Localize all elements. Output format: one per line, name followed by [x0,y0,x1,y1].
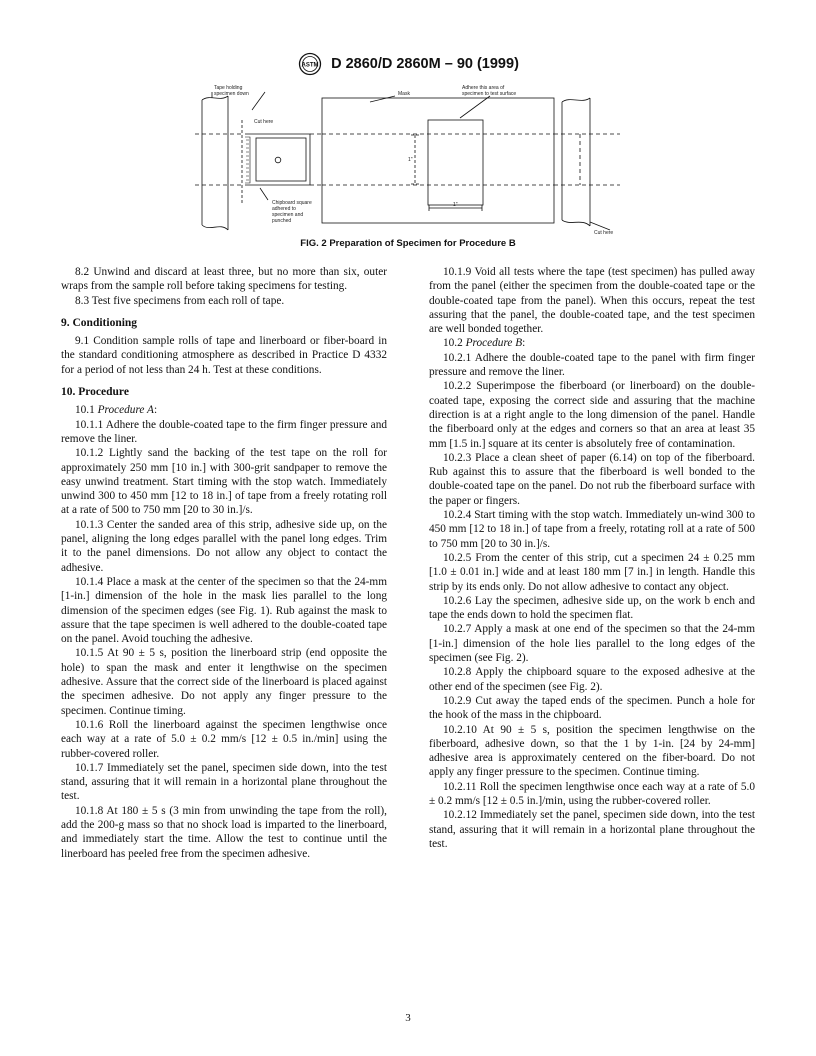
svg-text:ASTM: ASTM [301,62,319,69]
paragraph-10-2-1: 10.2.1 Adhere the double-coated tape to the panel with firm finger pressure and remove the liner. [429,351,755,379]
specimen-preparation-drawing [190,80,630,240]
label-mask: Mask [398,91,410,97]
paragraph-10-1-9: 10.1.9 Void all tests where the tape (test specimen) has pulled away from the panel (either the specimen from the double-coated tape or the double-coated tape from the panel). When this occurs, repeat the test assuring that the panel, the double-coated tape, and the test specimen are well bonded together. [429,266,755,336]
paragraph-10-2-2: 10.2.2 Superimpose the fiberboard (or linerboard) on the double-coated tape, exposing the correct side and assuring that the machine direction is at a right angle to the long dimension of the panel. Handle the fiberboard only at the edges and corners so that an area at least 35 mm [1.5 in.] square at its center is absolutely free of contamination. [429,380,755,450]
label-chipboard-1: Chipboard square [272,200,312,206]
label-adhere-1: Adhere this area of [462,85,505,91]
label-one-inch-horizontal: 1" [453,202,458,208]
label-chipboard-2: adhered to [272,206,296,212]
paragraph-10-1-2: 10.1.2 Lightly sand the backing of the test tape on the roll for approximately 250 mm [10 in.] with 300-grit sandpaper to remove the easy unwind treatment. Start timing with the stop watch. Immediately unwind 300 to 450 mm [12 to 18 in.] of tape from a freely rotating roll at a rate of 500 to 750 mm [20 to 30 in.]/s. [61,447,387,517]
paragraph-10-2-11: 10.2.11 Roll the specimen lengthwise once each way at a rate of 5.0 ± 0.2 mm/s [12 ± 0.5 in.]/min, using the rubber-covered roller. [429,780,755,807]
page-number: 3 [405,1012,411,1024]
label-adhere-2: specimen to test surface [462,91,517,97]
paragraph-10-1-5: 10.1.5 At 90 ± 5 s, position the linerboard strip (end opposite the hole) to span the mask and enter it lengthwise on the specimen adhesive. Assure that the correct side of the linerboard is placed against the specimen adhesive. Do not apply any finger pressure to the specimen. Continue timing. [61,647,387,717]
figure-2-diagram [190,80,630,240]
right-column [429,265,755,851]
paragraph-10-2: 10.2 Procedure B: [443,337,526,350]
paragraph-10-2-10: 10.2.10 At 90 ± 5 s, position the specimen lengthwise on the fiberboard, adhesive down, so that the 1 by 1-in. [24 by 24-mm] adhesive area is approximately centered on the fiber-board. Do not apply any finger pressure to the specimen. Continue timing. [429,723,755,779]
paragraph-10-1: 10.1 Procedure A: [75,404,158,417]
paragraph-10-1-6: 10.1.6 Roll the linerboard against the specimen lengthwise once each way at a rate of 5.0 ± 0.2 mm/s [12 ± 0.5 in./min] using the rubber-covered roller. [61,718,387,760]
paragraph-10-2-7: 10.2.7 Apply a mask at one end of the specimen so that the 24-mm [1-in.] dimension of the hole lies parallel to the long edges of the specimen (see Fig. 2). [429,623,755,665]
specimen-body [245,134,310,185]
right-tape-holder [562,98,590,226]
section-heading-conditioning: 9. Conditioning [61,316,138,329]
label-chipboard-3: specimen and [272,212,304,218]
adhesive-area-window [428,120,483,205]
paragraph-10-2-6: 10.2.6 Lay the specimen, adhesive side up, on the work b ench and tape the ends down to hold the specimen flat. [429,594,755,622]
label-chipboard-4: punched [272,218,292,224]
label-specimen-down: specimen down [214,91,249,97]
paragraph-10-2-3: 10.2.3 Place a clean sheet of paper (6.14) on top of the fiberboard. Rub against this to assure that the fiberboard is well bonded to the double-coated tape on the panel. Do not rub the fiberboard surface with the paper or fingers. [429,451,755,507]
paragraph-10-1-7: 10.1.7 Immediately set the panel, specimen side down, into the test stand, assuring that it will remain in a horizontal plane throughout the test. [61,761,387,803]
label-cut-here-bottom: Cut here [594,230,614,236]
section-heading-procedure: 10. Procedure [61,386,129,399]
paragraph-9-1: 9.1 Condition sample rolls of tape and linerboard or fiber-board in the standard conditioning atmosphere as described in Practice D 4332 for a period of not less than 24 h. Test at these conditions. [61,335,387,376]
standard-designation: D 2860/D 2860M – 90 (1999) [331,56,519,72]
paragraph-10-1-8: 10.1.8 At 180 ± 5 s (3 min from unwinding the tape from the roll), add the 200-g mass so that no shock load is imparted to the linerboard, and immediately start the time. Allow the test to continue until the linerboard has peeled free from the specimen adhesive. [61,804,387,860]
punched-hole [275,157,281,163]
paragraph-10-1-1: 10.1.1 Adhere the double-coated tape to the firm finger pressure and remove the liner. [61,418,387,445]
label-tape-holding: Tape holding [214,85,243,91]
paragraph-10-2-4: 10.2.4 Start timing with the stop watch. Immediately un-wind 300 to 450 mm [12 to 18 in.] of tape from a freely, rotating roll at a rate of 500 to 750 mm [20 to 30 in.]/s. [429,509,755,550]
left-tape-holder [202,96,228,230]
paragraph-10-2-9: 10.2.9 Cut away the taped ends of the specimen. Punch a hole for the hook of the mass in the chipboard. [429,694,755,722]
label-cut-here-top: Cut here [254,119,274,125]
paragraph-8-3: 8.3 Test five specimens from each roll of tape. [75,294,285,307]
mask-panel [322,98,554,223]
left-column [61,265,387,861]
paragraph-10-2-5: 10.2.5 From the center of this strip, cut a specimen 24 ± 0.25 mm [1.0 ± 0.01 in.] wide and at least 180 mm [7 in.] in length. Handle this strip by its ends only. Do not allow adhesive to contact any object. [429,551,755,593]
astm-logo-icon [297,52,323,76]
paragraph-10-1-4: 10.1.4 Place a mask at the center of the specimen so that the 24-mm [1-in.] dimension of the hole in the mask lies parallel to the long dimension of the specimen edges (see Fig. 1). Rub against the mask to assure that the tape specimen is well adhered to the double-coated tape on the panel. Avoid touching the adhesive. [61,575,387,646]
paragraph-10-1-3: 10.1.3 Center the sanded area of this strip, adhesive side up, on the panel, aligning the long edges parallel with the panel long edges. Trim it to the panel dimensions. Do not allow any object to contact the adhesive. [61,518,387,574]
paragraph-10-2-8: 10.2.8 Apply the chipboard square to the exposed adhesive at the other end of the specimen (see Fig. 2). [429,666,755,693]
paragraph-8-2: 8.2 Unwind and discard at least three, but no more than six, outer wraps from the sample roll before taking specimens for testing. [61,266,387,293]
figure-caption: FIG. 2 Preparation of Specimen for Procedure B [300,238,516,249]
label-one-inch-vertical: 1" [408,157,413,163]
paragraph-10-2-12: 10.2.12 Immediately set the panel, specimen side down, into the test stand, assuring that it will remain in a horizontal plane throughout the test. [429,809,755,850]
page-header [0,52,816,76]
